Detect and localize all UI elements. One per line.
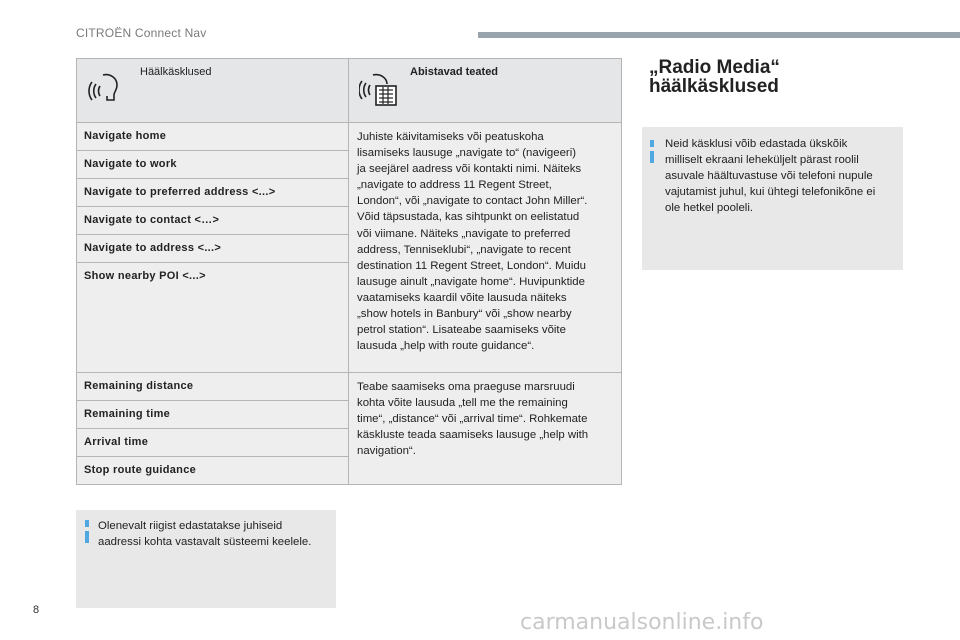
command-cell: Navigate to preferred address <...> (77, 179, 349, 207)
column-header-help-messages: Abistavad teated (410, 66, 499, 78)
description-cell (349, 373, 622, 485)
voice-command-icon (87, 70, 123, 111)
voice-commands-table (76, 58, 622, 485)
description-cell (349, 123, 622, 373)
info-marker-icon (85, 520, 89, 527)
header-cell-messages (349, 59, 622, 123)
section-title: „Radio Media“ häälkäsklused (649, 57, 780, 97)
watermark: carmanualsonline.info (520, 610, 764, 635)
command-cell: Navigate to work (77, 151, 349, 179)
command-cell: Show nearby POI <...> (77, 263, 349, 373)
country-note-text: Olenevalt riigist edastatakse juhiseid aadressi kohta vastavalt süsteemi keelele. (98, 520, 312, 549)
table-row (77, 123, 622, 151)
radio-media-note-box (642, 127, 903, 270)
description-text: Juhiste käivitamiseks või peatuskoha lisamiseks lausuge „navigate to“ (navigeeri) ja seejärel aadress või kontakti nimi. Näiteks „navigate to address 11 Regent Street, London“, või „navigate to contact John Miller“. Võid täpsustada, kas sihtpunkt on eelistatud või viimane. Näiteks „navigate to preferred address, Tenniseklubi“, „navigate to recent destination 11 Regent Street, London“. Muidu lausuge ainult „navigate home“. Huvipunktide vaatamiseks kaardil võite lausuda näiteks „show hotels in Banbury“ või „show nearby petrol station“. Lisateabe saamiseks võite lausuda „help with route guidance“. (357, 131, 588, 353)
command-cell: Stop route guidance (77, 457, 349, 485)
help-message-icon (359, 70, 399, 115)
header-cell-commands (77, 59, 349, 123)
command-cell: Arrival time (77, 429, 349, 457)
command-cell: Navigate home (77, 123, 349, 151)
description-text: Teabe saamiseks oma praeguse marsruudi kohta võite lausuda „tell me the remaining time“, „distance“ või „arrival time“. Rohkemate käskluste teada saamiseks lausuge „help with navigation“. (357, 381, 589, 458)
info-marker-icon (85, 531, 89, 543)
country-note-box (76, 510, 336, 608)
command-cell: Navigate to contact <…> (77, 207, 349, 235)
table-header-row (77, 59, 622, 123)
command-cell: Remaining time (77, 401, 349, 429)
radio-media-note-text: Neid käsklusi võib edastada ükskõik milliselt ekraani leheküljelt pärast roolil asuvale häältuvastuse või telefoni nupule vajutamist juhul, kui ühtegi telefonikõne ei ole hetkel pooleli. (665, 138, 876, 215)
table-row (77, 373, 622, 401)
info-marker-icon (650, 151, 654, 163)
column-header-voice-commands: Häälkäsklused (140, 66, 212, 78)
command-cell: Remaining distance (77, 373, 349, 401)
command-cell: Navigate to address <...> (77, 235, 349, 263)
info-marker-icon (650, 140, 654, 147)
document-header-title: CITROËN Connect Nav (76, 26, 207, 40)
header-bar (478, 32, 960, 38)
page-number: 8 (33, 604, 40, 616)
